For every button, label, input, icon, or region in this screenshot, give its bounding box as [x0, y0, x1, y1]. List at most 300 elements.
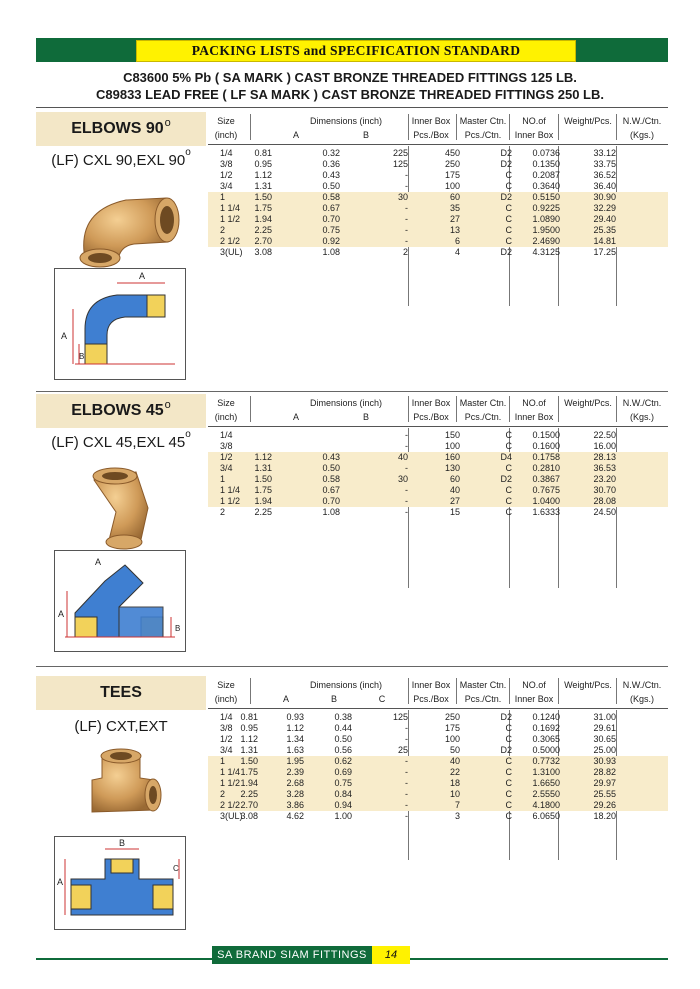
cell-size: 2: [220, 789, 226, 799]
elbow-90-illustration: [36, 180, 206, 270]
cell-weight: 0.3640: [532, 181, 560, 191]
cell-weight: 0.1240: [532, 712, 560, 722]
cell-nw: 31.00: [593, 712, 616, 722]
col-nw: N.W./Ctn. (Kgs.): [622, 680, 662, 704]
table-row: [208, 778, 668, 789]
divider: [616, 678, 617, 704]
cell-inner: -: [405, 430, 408, 440]
cell-b: 3.86: [286, 800, 304, 810]
elbow-90-diagram: [54, 268, 186, 380]
cell-a: 3.08: [240, 811, 258, 821]
cell-weight: 0.7675: [532, 485, 560, 495]
cell-nw: 30.65: [593, 734, 616, 744]
cell-weight: 0.0736: [532, 148, 560, 158]
cell-master: 35: [449, 203, 460, 213]
cell-nw: 36.40: [593, 181, 616, 191]
cell-size: 3/8: [220, 441, 233, 451]
cell-a: 3.08: [254, 247, 272, 257]
table-row: [208, 170, 668, 181]
cell-inner: -: [405, 463, 408, 473]
cell-inner: 125: [392, 159, 408, 169]
col-dimensions: Dimensions (inch): [309, 680, 383, 690]
cell-no: C: [505, 734, 512, 744]
cell-nw: 25.35: [593, 225, 616, 235]
cell-a: 1.12: [254, 170, 272, 180]
cell-a: 2.70: [254, 236, 272, 246]
footer-brand: SA BRAND SIAM FITTINGS: [212, 946, 372, 964]
cell-no: C: [505, 441, 512, 451]
cell-master: 130: [444, 463, 460, 473]
cell-size: 3/4: [220, 745, 233, 755]
cell-size: 3/4: [220, 463, 233, 473]
cell-size: 3(UL): [220, 247, 243, 257]
cell-weight: 0.7732: [532, 756, 560, 766]
cell-weight: 1.0890: [532, 214, 560, 224]
cell-nw: 17.25: [593, 247, 616, 257]
dim-label: A: [58, 609, 65, 619]
cell-c: 0.75: [334, 778, 352, 788]
bronze-elbow-90-photo: [36, 180, 206, 270]
divider: [408, 396, 409, 422]
table-row: [208, 192, 668, 203]
cell-master: 6: [454, 236, 460, 246]
cell-master: 27: [449, 496, 460, 506]
cell-c: 0.94: [334, 800, 352, 810]
cell-weight: 0.2810: [532, 463, 560, 473]
table-row: [208, 148, 668, 159]
section-title: ELBOWS 90 $^o$: [71, 117, 171, 137]
cell-no: C: [505, 496, 512, 506]
section-model: (LF) CXL 90,EXL 90$^o$: [51, 147, 191, 169]
table-row: [208, 789, 668, 800]
cell-no: C: [505, 214, 512, 224]
cell-b: 4.62: [286, 811, 304, 821]
cell-b: 1.12: [286, 723, 304, 733]
cell-nw: 33.75: [593, 159, 616, 169]
cell-a: 2.25: [240, 789, 258, 799]
cell-b: 1.95: [286, 756, 304, 766]
col-dimensions: Dimensions (inch): [309, 398, 383, 408]
cell-b: 0.36: [322, 159, 340, 169]
cell-no: C: [505, 723, 512, 733]
subtitle-line-2: C89833 LEAD FREE ( LF SA MARK ) CAST BRONZE THREADED FITTINGS 250 LB.: [95, 87, 604, 102]
cell-size: 1/4: [220, 148, 233, 158]
divider: [250, 114, 251, 140]
table-row: [208, 745, 668, 756]
cell-no: C: [505, 789, 512, 799]
cell-weight: 1.0400: [532, 496, 560, 506]
table-row: [208, 496, 668, 507]
col-size: Size (inch): [214, 680, 238, 704]
cell-nw: 29.61: [593, 723, 616, 733]
cell-master: 27: [449, 214, 460, 224]
cell-a: 2.70: [240, 800, 258, 810]
section-elbows-45: [36, 394, 668, 674]
cell-inner: 25: [397, 745, 408, 755]
cell-size: 1/2: [220, 452, 233, 462]
divider: [616, 114, 617, 140]
col-no-of: NO.of Inner Box: [514, 680, 554, 704]
cell-weight: 4.3125: [532, 247, 560, 257]
cell-size: 2: [220, 225, 226, 235]
cell-a: 1.94: [254, 496, 272, 506]
cell-weight: 0.3065: [532, 734, 560, 744]
cell-no: D2: [500, 712, 512, 722]
cell-inner: -: [405, 225, 408, 235]
divider: [509, 678, 510, 704]
divider: [456, 678, 457, 704]
tee-diagram: [54, 836, 186, 930]
cell-inner: -: [405, 723, 408, 733]
table-row: [208, 463, 668, 474]
cell-nw: 23.20: [593, 474, 616, 484]
table-row: [208, 712, 668, 723]
cell-size: 1: [220, 192, 226, 202]
cell-c: 0.44: [334, 723, 352, 733]
cell-b: 0.50: [322, 181, 340, 191]
cell-no: C: [505, 811, 512, 821]
table-row: [208, 159, 668, 170]
col-master-ctn: Master Ctn. Pcs./Ctn.: [459, 680, 507, 704]
cell-inner: 30: [397, 474, 408, 484]
cell-no: C: [505, 507, 512, 517]
cell-b: 0.70: [322, 496, 340, 506]
cell-master: 4: [454, 247, 460, 257]
cell-nw: 25.55: [593, 789, 616, 799]
page-title: PACKING LISTS and SPECIFICATION STANDARD: [136, 40, 576, 62]
section-model: (LF) CXL 45,EXL 45$^o$: [51, 429, 191, 451]
cell-master: 50: [449, 745, 460, 755]
dim-label: A: [95, 557, 102, 567]
elbow-45-illustration: [36, 460, 206, 550]
cell-no: D2: [500, 159, 512, 169]
cell-no: C: [505, 800, 512, 810]
cell-master: 60: [449, 474, 460, 484]
table-row: [208, 474, 668, 485]
divider: [250, 396, 251, 422]
section-elbows-90: [36, 112, 668, 392]
cell-size: 2 1/2: [220, 236, 241, 246]
cell-a: 2.25: [254, 225, 272, 235]
cell-nw: 36.53: [593, 463, 616, 473]
cell-b: 0.58: [322, 474, 340, 484]
elbow-45-diagram: [54, 550, 186, 652]
cell-size: 3/4: [220, 181, 233, 191]
cell-nw: 33.12: [593, 148, 616, 158]
cell-inner: -: [405, 214, 408, 224]
cell-no: C: [505, 778, 512, 788]
cell-c: 0.50: [334, 734, 352, 744]
dim-label: B: [175, 624, 181, 633]
cell-a: 1.31: [240, 745, 258, 755]
cell-weight: 4.1800: [532, 800, 560, 810]
col-weight: Weight/Pcs.: [564, 680, 612, 690]
cell-master: 13: [449, 225, 460, 235]
cell-b: 1.34: [286, 734, 304, 744]
cell-b: 1.63: [286, 745, 304, 755]
cell-master: 100: [444, 441, 460, 451]
cell-inner: -: [405, 507, 408, 517]
cell-b: 0.32: [322, 148, 340, 158]
cell-size: 3/8: [220, 723, 233, 733]
col-a: A: [292, 130, 299, 140]
divider: [558, 114, 559, 140]
cell-weight: 0.3867: [532, 474, 560, 484]
cell-weight: 0.1500: [532, 430, 560, 440]
table-row: [208, 756, 668, 767]
cell-inner: -: [405, 811, 408, 821]
cell-b: 3.28: [286, 789, 304, 799]
section-model: (LF) CXT,EXT: [74, 718, 168, 735]
cell-b: 0.92: [322, 236, 340, 246]
table-row: [208, 441, 668, 452]
table-row: [208, 485, 668, 496]
cell-master: 15: [449, 507, 460, 517]
cell-weight: 1.6650: [532, 778, 560, 788]
col-no-of: NO.of Inner Box: [514, 398, 554, 422]
bronze-tee-photo: [36, 740, 206, 828]
cell-nw: 29.40: [593, 214, 616, 224]
divider: [509, 396, 510, 422]
col-b: B: [330, 694, 337, 704]
table-row: [208, 507, 668, 518]
cell-nw: 30.93: [593, 756, 616, 766]
cell-master: 40: [449, 485, 460, 495]
cell-nw: 25.00: [593, 745, 616, 755]
cell-a: 0.81: [240, 712, 258, 722]
cell-b: 0.67: [322, 485, 340, 495]
cell-a: 1.12: [240, 734, 258, 744]
cell-c: 0.56: [334, 745, 352, 755]
cell-b: 0.58: [322, 192, 340, 202]
cell-size: 1 1/4: [220, 485, 241, 495]
table-row: [208, 767, 668, 778]
table-row: [208, 723, 668, 734]
cell-no: D2: [500, 192, 512, 202]
col-size: Size (inch): [214, 398, 238, 422]
col-inner-box: Inner Box Pcs./Box: [411, 116, 451, 140]
cell-nw: 32.29: [593, 203, 616, 213]
cell-b: 1.08: [322, 507, 340, 517]
cell-weight: 0.9225: [532, 203, 560, 213]
dim-label: B: [119, 838, 126, 848]
col-dimensions: Dimensions (inch): [309, 116, 383, 126]
table-rule: [208, 144, 668, 145]
table-row: [208, 214, 668, 225]
tee-illustration: [36, 740, 206, 828]
cell-master: 175: [444, 170, 460, 180]
header-rule: [36, 107, 668, 108]
col-weight: Weight/Pcs.: [564, 116, 612, 126]
cell-no: C: [505, 181, 512, 191]
cell-weight: 1.9500: [532, 225, 560, 235]
cell-no: C: [505, 170, 512, 180]
cell-weight: 0.1350: [532, 159, 560, 169]
cell-no: D2: [500, 474, 512, 484]
dim-label: A: [57, 877, 64, 887]
cell-inner: -: [405, 756, 408, 766]
cell-inner: 125: [392, 712, 408, 722]
section-title: TEES: [100, 684, 142, 701]
cell-size: 1/2: [220, 170, 233, 180]
table-row: [208, 247, 668, 258]
divider: [558, 396, 559, 422]
col-master-ctn: Master Ctn. Pcs./Ctn.: [459, 116, 507, 140]
cell-inner: -: [405, 789, 408, 799]
col-no-of: NO.of Inner Box: [514, 116, 554, 140]
cell-a: 0.95: [254, 159, 272, 169]
cell-no: C: [505, 767, 512, 777]
cell-master: 100: [444, 181, 460, 191]
cell-inner: -: [405, 778, 408, 788]
cell-no: C: [505, 485, 512, 495]
cell-master: 22: [449, 767, 460, 777]
col-a: A: [282, 694, 289, 704]
divider: [456, 396, 457, 422]
cell-weight: 2.4690: [532, 236, 560, 246]
bronze-elbow-45-photo: [36, 460, 206, 550]
cell-weight: 0.2087: [532, 170, 560, 180]
cell-nw: 14.81: [593, 236, 616, 246]
cell-inner: 225: [392, 148, 408, 158]
cell-a: 1.75: [254, 203, 272, 213]
cell-nw: 30.70: [593, 485, 616, 495]
page-number: 14: [372, 946, 410, 964]
col-inner-box: Inner Box Pcs./Box: [411, 398, 451, 422]
col-master-ctn: Master Ctn. Pcs./Ctn.: [459, 398, 507, 422]
cell-no: C: [505, 463, 512, 473]
cell-b: 0.93: [286, 712, 304, 722]
cell-weight: 2.5550: [532, 789, 560, 799]
cell-nw: 29.26: [593, 800, 616, 810]
cell-nw: 28.13: [593, 452, 616, 462]
cell-a: 1.94: [254, 214, 272, 224]
cell-nw: 36.52: [593, 170, 616, 180]
cell-size: 1 1/2: [220, 214, 241, 224]
cell-b: 1.08: [322, 247, 340, 257]
cell-no: D4: [500, 452, 512, 462]
cell-a: 2.25: [254, 507, 272, 517]
col-size: Size (inch): [214, 116, 238, 140]
cell-weight: 6.0650: [532, 811, 560, 821]
cell-size: 1/4: [220, 430, 233, 440]
cell-a: 1.50: [240, 756, 258, 766]
cell-b: 0.75: [322, 225, 340, 235]
cell-a: 1.50: [254, 474, 272, 484]
cell-b: 0.50: [322, 463, 340, 473]
cell-no: C: [505, 756, 512, 766]
col-weight: Weight/Pcs.: [564, 398, 612, 408]
cell-b: 0.43: [322, 452, 340, 462]
table-row: [208, 430, 668, 441]
cell-nw: 24.50: [593, 507, 616, 517]
cell-master: 150: [444, 430, 460, 440]
cell-b: 2.39: [286, 767, 304, 777]
cell-weight: 0.1692: [532, 723, 560, 733]
col-inner-box: Inner Box Pcs./Box: [411, 680, 451, 704]
cell-inner: -: [405, 496, 408, 506]
cell-a: 1.94: [240, 778, 258, 788]
cell-size: 1/4: [220, 712, 233, 722]
cell-weight: 0.1758: [532, 452, 560, 462]
dim-label: A: [139, 271, 146, 281]
cell-weight: 0.1600: [532, 441, 560, 451]
cell-nw: 22.50: [593, 430, 616, 440]
cell-a: 0.95: [240, 723, 258, 733]
col-b: B: [362, 130, 369, 140]
cell-a: 1.75: [240, 767, 258, 777]
divider: [616, 396, 617, 422]
cell-master: 250: [444, 712, 460, 722]
cell-size: 1 1/2: [220, 778, 241, 788]
section-rule: [36, 666, 668, 667]
cell-nw: 18.20: [593, 811, 616, 821]
cell-b: 2.68: [286, 778, 304, 788]
cell-size: 2 1/2: [220, 800, 241, 810]
cell-size: 3(UL): [220, 811, 243, 821]
table-rule: [208, 426, 668, 427]
cell-inner: -: [405, 767, 408, 777]
table-row: [208, 452, 668, 463]
cell-nw: 29.97: [593, 778, 616, 788]
col-b: B: [362, 412, 369, 422]
cell-b: 0.43: [322, 170, 340, 180]
subtitle-line-1: C83600 5% Pb ( SA MARK ) CAST BRONZE THREADED FITTINGS 125 LB.: [123, 70, 577, 85]
cell-no: D2: [500, 148, 512, 158]
cell-c: 0.62: [334, 756, 352, 766]
table-row: [208, 236, 668, 247]
table-row: [208, 811, 668, 822]
cell-inner: -: [405, 441, 408, 451]
cell-master: 10: [449, 789, 460, 799]
cell-master: 100: [444, 734, 460, 744]
dim-label: B: [79, 352, 85, 361]
cell-size: 1 1/4: [220, 767, 241, 777]
table-row: [208, 181, 668, 192]
cell-inner: -: [405, 170, 408, 180]
cell-b: 0.67: [322, 203, 340, 213]
cell-c: 1.00: [334, 811, 352, 821]
cell-size: 1 1/4: [220, 203, 241, 213]
col-nw: N.W./Ctn. (Kgs.): [622, 116, 662, 140]
table-row: [208, 734, 668, 745]
cell-inner: -: [405, 181, 408, 191]
cell-a: 1.12: [254, 452, 272, 462]
divider: [250, 678, 251, 704]
cell-inner: -: [405, 800, 408, 810]
cell-master: 7: [454, 800, 460, 810]
cell-master: 60: [449, 192, 460, 202]
col-a: A: [292, 412, 299, 422]
cell-b: 0.70: [322, 214, 340, 224]
cell-size: 1: [220, 474, 226, 484]
col-c: C: [378, 694, 386, 704]
col-nw: N.W./Ctn. (Kgs.): [622, 398, 662, 422]
cell-master: 3: [454, 811, 460, 821]
cell-inner: 30: [397, 192, 408, 202]
cell-inner: -: [405, 485, 408, 495]
cell-a: 1.31: [254, 181, 272, 191]
cell-inner: -: [405, 236, 408, 246]
cell-a: 1.31: [254, 463, 272, 473]
cell-master: 160: [444, 452, 460, 462]
cell-inner: 2: [402, 247, 408, 257]
cell-nw: 28.82: [593, 767, 616, 777]
cell-no: D2: [500, 247, 512, 257]
cell-weight: 1.6333: [532, 507, 560, 517]
cell-weight: 1.3100: [532, 767, 560, 777]
cell-master: 175: [444, 723, 460, 733]
